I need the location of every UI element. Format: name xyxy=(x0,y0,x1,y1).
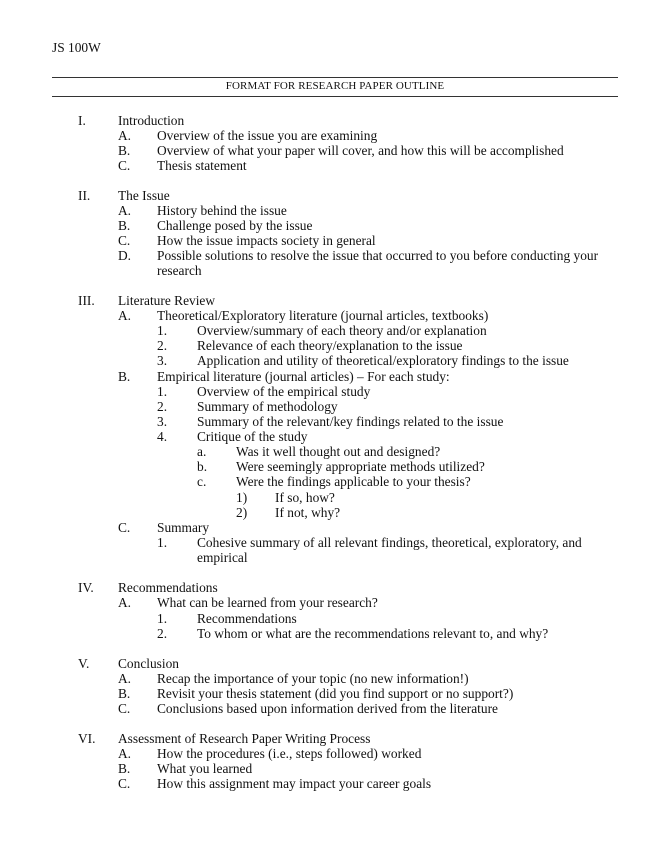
outline-marker: A. xyxy=(118,308,132,323)
outline-marker: 1. xyxy=(157,323,168,338)
outline-item-text: Were the findings applicable to your thesis? xyxy=(236,474,471,489)
course-code: JS 100W xyxy=(52,40,101,55)
outline-marker: B. xyxy=(118,143,131,158)
outline-marker: IV. xyxy=(78,580,94,595)
outline-item-text: If not, why? xyxy=(275,505,341,520)
outline-item-text: Recap the importance of your topic (no new information!) xyxy=(157,671,469,686)
outline-item-text: Overview of the issue you are examining xyxy=(157,128,378,143)
outline-marker: I. xyxy=(78,113,86,128)
outline-item-text: Recommendations xyxy=(118,580,218,595)
outline-item-text: Summary of the relevant/key findings related to the issue xyxy=(197,414,504,429)
outline-item-text: If so, how? xyxy=(275,490,335,505)
outline-item-text: empirical xyxy=(197,550,248,565)
outline-item-text: Empirical literature (journal articles) – For each study: xyxy=(157,369,450,384)
outline-item-text: Recommendations xyxy=(197,611,297,626)
outline-item-text: Summary xyxy=(157,520,210,535)
outline-marker: VI. xyxy=(78,731,96,746)
outline-marker: b. xyxy=(197,459,208,474)
outline-item-text: Was it well thought out and designed? xyxy=(236,444,441,459)
outline-item-text: Challenge posed by the issue xyxy=(157,218,313,233)
outline-marker: A. xyxy=(118,671,132,686)
outline-item-text: research xyxy=(157,263,202,278)
outline-item-text: Were seemingly appropriate methods utilized? xyxy=(236,459,485,474)
document-title: FORMAT FOR RESEARCH PAPER OUTLINE xyxy=(225,80,445,92)
outline-marker: C. xyxy=(118,776,131,791)
outline-item-text: To whom or what are the recommendations relevant to, and why? xyxy=(197,626,549,641)
outline-marker: A. xyxy=(118,595,132,610)
outline-item-text: How the issue impacts society in general xyxy=(157,233,376,248)
outline-marker: 3. xyxy=(157,353,168,368)
outline-marker: 1. xyxy=(157,611,168,626)
outline-item-text: Assessment of Research Paper Writing Process xyxy=(118,731,371,746)
outline-marker: 3. xyxy=(157,414,168,429)
outline-marker: 1. xyxy=(157,384,168,399)
outline-item-text: Conclusion xyxy=(118,656,180,671)
outline-item-text: What can be learned from your research? xyxy=(157,595,378,610)
outline-item-text: Summary of methodology xyxy=(197,399,338,414)
outline-marker: 2. xyxy=(157,338,168,353)
outline-marker: A. xyxy=(118,203,132,218)
outline-item-text: Revisit your thesis statement (did you find support or no support?) xyxy=(157,686,514,701)
outline-marker: B. xyxy=(118,218,131,233)
outline-marker: A. xyxy=(118,128,132,143)
outline-marker: 1) xyxy=(236,490,248,505)
outline-item-text: Possible solutions to resolve the issue that occurred to you before conducting your xyxy=(157,248,599,263)
outline-marker: a. xyxy=(197,444,207,459)
outline-item-text: Overview of the empirical study xyxy=(197,384,371,399)
outline-marker: 1. xyxy=(157,535,168,550)
outline-marker: C. xyxy=(118,520,131,535)
outline-marker: 2. xyxy=(157,626,168,641)
outline-marker: B. xyxy=(118,686,131,701)
outline-item-text: Overview of what your paper will cover, and how this will be accomplished xyxy=(157,143,564,158)
outline-marker: 4. xyxy=(157,429,168,444)
outline-marker: 2) xyxy=(236,505,248,520)
outline-item-text: Relevance of each theory/explanation to the issue xyxy=(197,338,463,353)
title-bottom-rule xyxy=(52,96,618,97)
outline-marker: D. xyxy=(118,248,132,263)
outline-item-text: The Issue xyxy=(118,188,170,203)
outline-item-text: Literature Review xyxy=(118,293,216,308)
outline-item-text: Cohesive summary of all relevant findings, theoretical, exploratory, and xyxy=(197,535,582,550)
outline-marker: A. xyxy=(118,746,132,761)
outline-item-text: Application and utility of theoretical/exploratory findings to the issue xyxy=(197,353,569,368)
outline-item-text: Theoretical/Exploratory literature (journal articles, textbooks) xyxy=(157,308,489,323)
outline-marker: C. xyxy=(118,701,131,716)
outline-item-text: Conclusions based upon information derived from the literature xyxy=(157,701,499,716)
outline-marker: B. xyxy=(118,369,131,384)
outline-marker: 2. xyxy=(157,399,168,414)
outline-marker: II. xyxy=(78,188,91,203)
outline-marker: C. xyxy=(118,233,131,248)
outline-item-text: Introduction xyxy=(118,113,185,128)
outline-item-text: How the procedures (i.e., steps followed) worked xyxy=(157,746,422,761)
outline-marker: c. xyxy=(197,474,207,489)
outline-marker: C. xyxy=(118,158,131,173)
outline-marker: B. xyxy=(118,761,131,776)
outline-item-text: Overview/summary of each theory and/or explanation xyxy=(197,323,487,338)
outline-marker: III. xyxy=(78,293,95,308)
title-top-rule xyxy=(52,77,618,78)
outline-item-text: How this assignment may impact your career goals xyxy=(157,776,432,791)
outline-item-text: History behind the issue xyxy=(157,203,287,218)
outline-item-text: Critique of the study xyxy=(197,429,308,444)
outline-marker: V. xyxy=(78,656,90,671)
outline-item-text: Thesis statement xyxy=(157,158,247,173)
outline-item-text: What you learned xyxy=(157,761,253,776)
